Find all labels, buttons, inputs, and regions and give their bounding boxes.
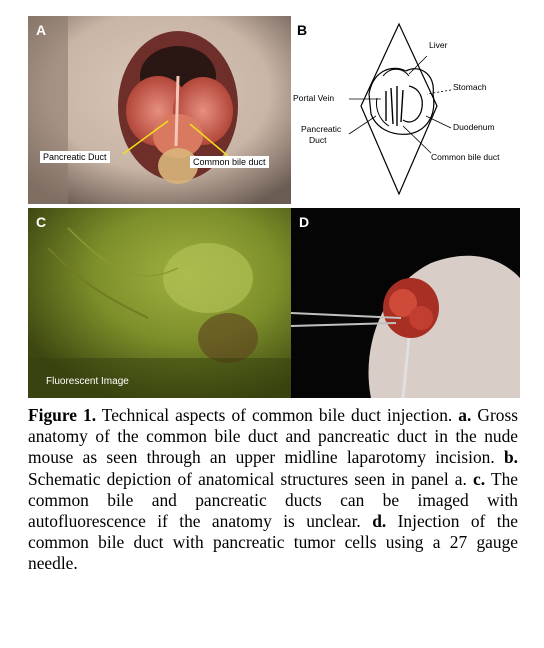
anatomy-schematic — [291, 16, 520, 204]
fluorescent-photo — [28, 208, 291, 398]
caption-d-label: d. — [372, 511, 387, 532]
panel-label-b: B — [297, 22, 308, 38]
injection-photo — [291, 208, 520, 398]
caption-b-text: Schematic depiction of anatomical structures seen in panel a. — [28, 468, 474, 489]
panel-d-photo — [291, 208, 520, 398]
caption-c-label: c. — [473, 468, 486, 489]
panel-b-schematic — [291, 16, 520, 204]
caption-b-label: b. — [503, 447, 518, 468]
caption-d-text: Injection of the common bile duct with pancreatic tumor cells using a 27 gauge needle. — [28, 511, 518, 574]
panel-label-c: C — [36, 214, 47, 230]
label-pancreatic-line2: Duct — [309, 135, 327, 145]
panel-label-d: D — [299, 214, 310, 230]
label-portal-vein: Portal Vein — [293, 93, 335, 103]
caption-c-text: The common bile and pancreatic ducts can be imaged with autofluorescence if the anatomy is unclear. — [28, 468, 518, 532]
caption-a-text: Gross anatomy of the common bile duct and pancreatic duct in the nude mouse as seen through an upper midline laparotomy incision. — [28, 405, 518, 468]
label-fluorescent-image: Fluorescent Image — [46, 376, 129, 387]
panel-c-fluorescent — [28, 208, 291, 398]
caption-a-label: a. — [458, 405, 472, 425]
label-liver: Liver — [429, 40, 448, 50]
label-duodenum: Duodenum — [453, 122, 495, 132]
label-common-bile-duct-b: Common bile duct — [431, 152, 500, 162]
caption-intro: Technical aspects of common bile duct injection. — [96, 405, 459, 425]
surgical-photo-a — [28, 16, 291, 204]
label-pancreatic-line1: Pancreatic — [301, 124, 342, 134]
label-stomach: Stomach — [453, 82, 487, 92]
panel-a-photo — [28, 16, 291, 204]
figure-caption — [28, 405, 518, 575]
label-common-bile-duct: Common bile duct — [190, 156, 269, 168]
caption-figure-label: Figure 1. — [28, 405, 97, 425]
panel-label-a: A — [36, 22, 47, 38]
label-pancreatic-duct: Pancreatic Duct — [40, 151, 110, 163]
